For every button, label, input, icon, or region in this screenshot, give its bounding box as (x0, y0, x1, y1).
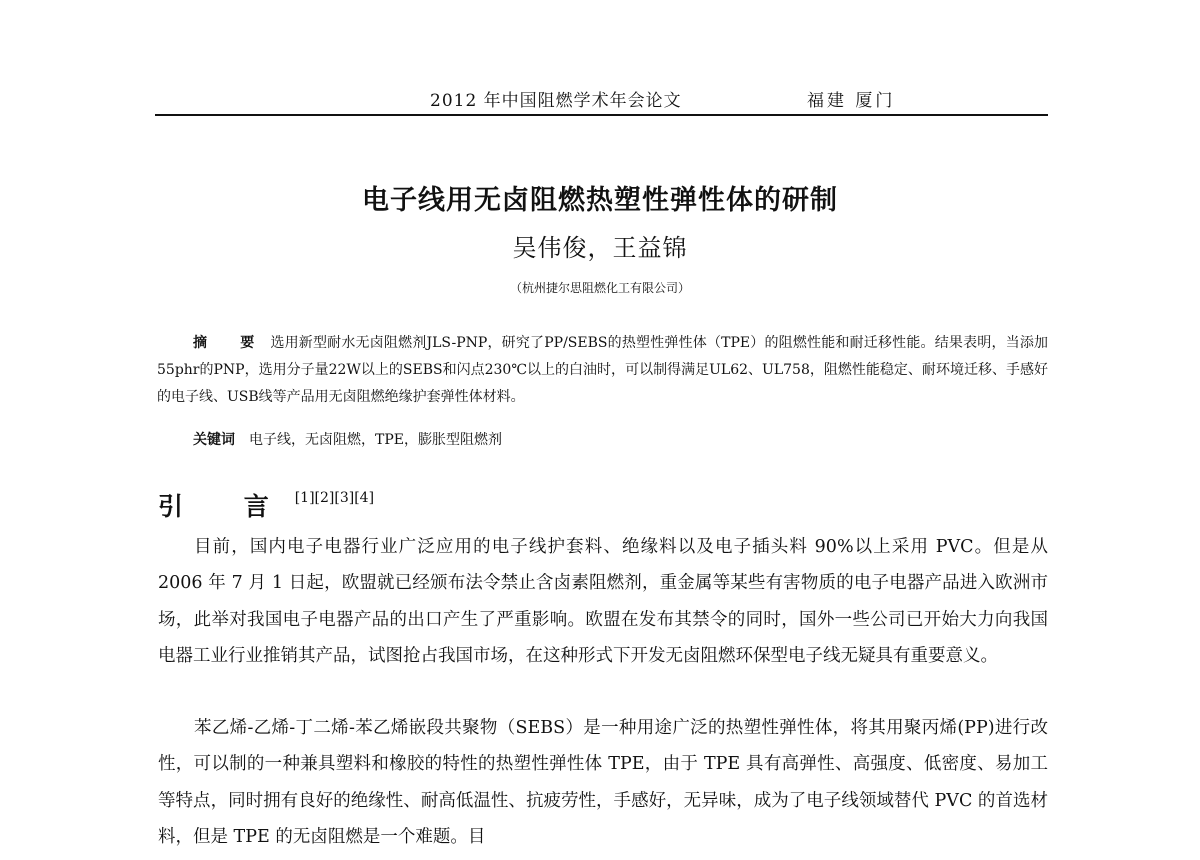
paper-title: 电子线用无卤阻燃热塑性弹性体的研制 (362, 185, 838, 216)
author-affiliation: （杭州捷尔思阻燃化工有限公司） (509, 281, 690, 295)
conference-location: 福建 厦门 (807, 91, 896, 111)
section-heading-text: 引 言 (158, 492, 295, 521)
keywords-label: 关键词 (193, 432, 235, 448)
body-paragraph-1: 目前，国内电子电器行业广泛应用的电子线护套料、绝缘料以及电子插头料 90%以上采用 PVC。但是从 2006 年 7 月 1 日起，欧盟就已经颁布法令禁止含卤素阻燃剂，重金属等某些有害物质的电子电器产品进入欧洲市场，此举对我国电子电器产品的出口产生了严重影响。欧盟在发布其禁令的同时，国外一些公司已开始大力向我国电器工业行业推销其产品，试图抢占我国市场，在这种形式下开发无卤阻燃环保型电子线无疑具有重要意义。 (158, 537, 1048, 666)
abstract (157, 330, 1048, 411)
abstract-text: 选用新型耐水无卤阻燃剂JLS-PNP，研究了PP/SEBS的热塑性弹性体（TPE）的阻燃性能和耐迁移性能。结果表明，当添加55phr的PNP，选用分子量22W以上的SEBS和闪点230℃以上的白油时，可以制得满足UL62、UL758，阻燃性能稳定、耐环境迁移、手感好的电子线、USB线等产品用无卤阻燃绝缘护套弹性体材料。 (157, 335, 1048, 405)
conference-name: 2012 年中国阻燃学术年会论文 (430, 91, 682, 111)
body-paragraph-2: 苯乙烯-乙烯-丁二烯-苯乙烯嵌段共聚物（SEBS）是一种用途广泛的热塑性弹性体，将其用聚丙烯(PP)进行改性，可以制的一种兼具塑料和橡胶的特性的热塑性弹性体 TPE，由于 TPE 具有高弹性、高强度、低密度、易加工等特点，同时拥有良好的绝缘性、耐高低温性、抗疲劳性，手感好，无异味，成为了电子线领域替代 PVC 的首选材料，但是 TPE 的无卤阻燃是一个难题。目 (158, 718, 1048, 847)
paper-authors: 吴伟俊，王益锦 (512, 234, 688, 262)
abstract-label: 摘 要 (193, 335, 269, 351)
running-header (155, 82, 1048, 116)
citation-refs: [1][2][3][4] (294, 490, 375, 506)
keywords-text: 电子线，无卤阻燃，TPE，膨胀型阻燃剂 (249, 432, 502, 448)
section-heading-introduction (158, 487, 374, 523)
keywords (193, 429, 502, 449)
